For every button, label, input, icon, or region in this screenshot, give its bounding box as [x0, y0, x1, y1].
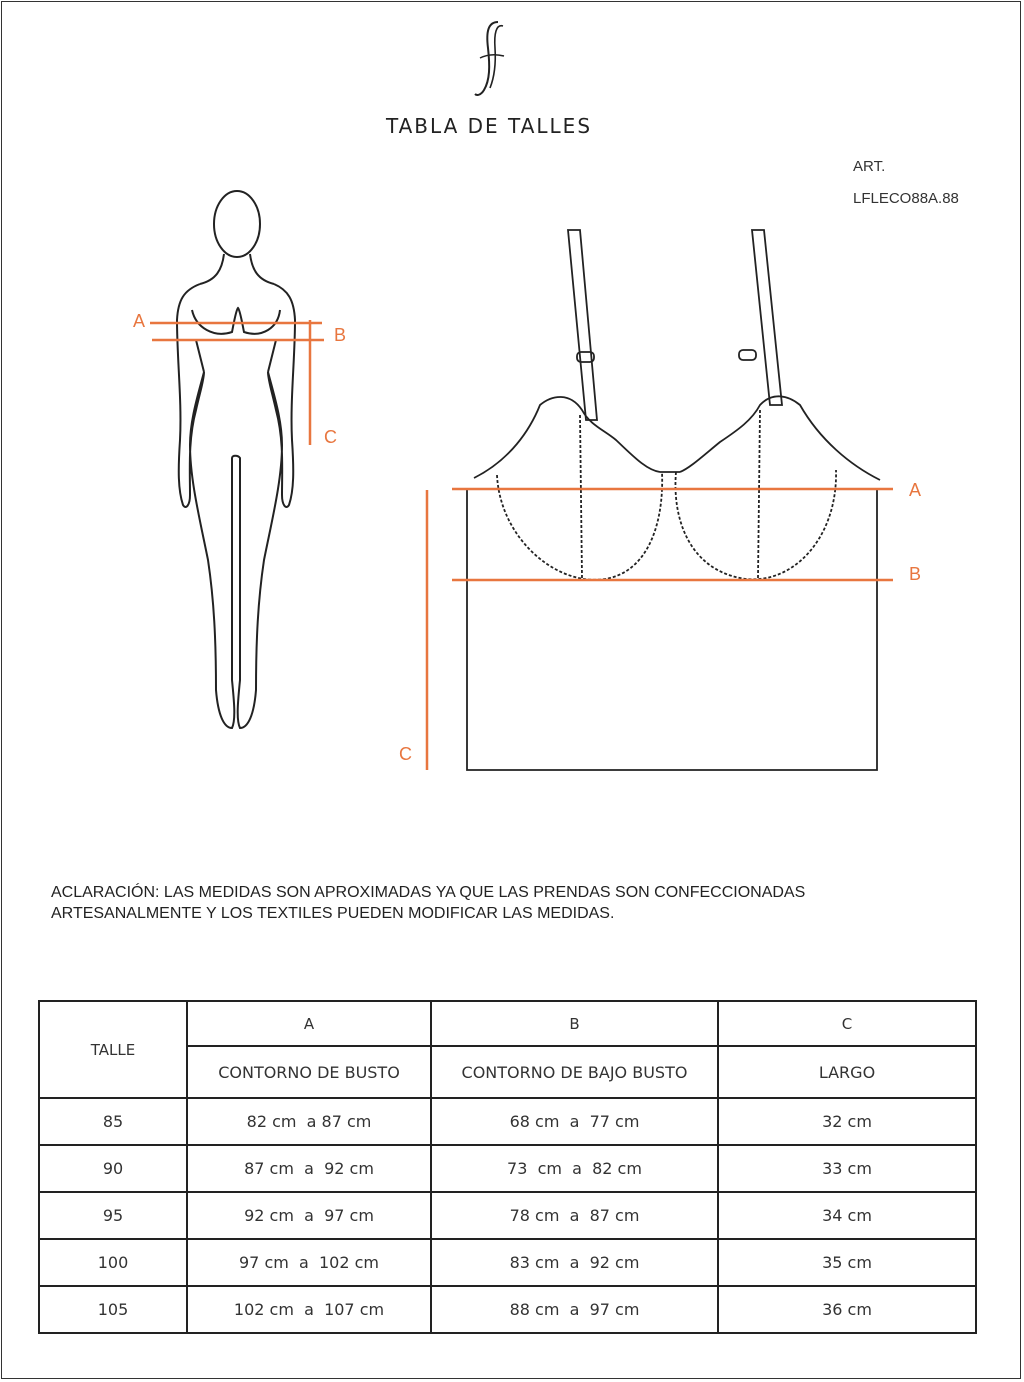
table-row [39, 1098, 976, 1145]
cell-c: 32 cm [718, 1098, 976, 1145]
garment-label-c: C [399, 744, 412, 764]
garment-drawing [467, 230, 880, 770]
garment-label-b: B [909, 564, 922, 584]
header-largo: LARGO [718, 1046, 976, 1098]
cell-c: 33 cm [718, 1145, 976, 1192]
right-underwire [675, 470, 836, 579]
article-code: LFLECO88A.88 [853, 190, 959, 207]
disclaimer-line-1: ACLARACIÓN: LAS MEDIDAS SON APROXIMADAS YA QUE LAS PRENDAS SON CONFECCIONADAS [51, 884, 806, 901]
disclaimer-note [51, 882, 951, 924]
header-contorno-bajo-busto: CONTORNO DE BAJO BUSTO [431, 1046, 718, 1098]
cell-b: 78 cm a 87 cm [431, 1192, 718, 1239]
cell-a: 82 cm a 87 cm [187, 1098, 431, 1145]
cell-talle: 85 [39, 1098, 187, 1145]
table-row [39, 1286, 976, 1333]
table-row [39, 1192, 976, 1239]
header-talle: TALLE [39, 1001, 187, 1098]
figure-left-side [177, 284, 295, 728]
body-figure [177, 191, 295, 728]
body-label-b: B [334, 325, 347, 345]
figure-bust [192, 308, 280, 334]
left-cup-seam [580, 415, 582, 578]
body-measure-lines [150, 320, 324, 445]
cell-a: 92 cm a 97 cm [187, 1192, 431, 1239]
cell-b: 83 cm a 92 cm [431, 1239, 718, 1286]
cell-a: 102 cm a 107 cm [187, 1286, 431, 1333]
figure-neck [200, 254, 274, 284]
table-row [39, 1145, 976, 1192]
cell-b: 73 cm a 82 cm [431, 1145, 718, 1192]
disclaimer-line-2: ARTESANALMENTE Y LOS TEXTILES PUEDEN MODIFICAR LAS MEDIDAS. [51, 905, 615, 922]
cell-b: 88 cm a 97 cm [431, 1286, 718, 1333]
garment-label-a: A [909, 480, 922, 500]
cell-c: 34 cm [718, 1192, 976, 1239]
right-strap-slider [739, 350, 756, 360]
cell-c: 36 cm [718, 1286, 976, 1333]
size-table [38, 1000, 977, 1334]
cell-b: 68 cm a 77 cm [431, 1098, 718, 1145]
header-letter-a: A [187, 1001, 431, 1046]
right-strap [752, 230, 782, 405]
figure-head [214, 191, 260, 257]
table-row [39, 1239, 976, 1286]
body-label-a: A [133, 311, 146, 331]
cell-c: 35 cm [718, 1239, 976, 1286]
cell-a: 97 cm a 102 cm [187, 1239, 431, 1286]
left-cup-edge [474, 397, 660, 478]
cell-talle: 95 [39, 1192, 187, 1239]
page-title: TABLA DE TALLES [385, 114, 593, 138]
garment-body [467, 490, 877, 770]
left-strap [568, 230, 597, 420]
right-cup-edge [680, 396, 880, 480]
body-label-c: C [324, 427, 337, 447]
article-label: ART. [853, 158, 886, 175]
header-contorno-busto: CONTORNO DE BUSTO [187, 1046, 431, 1098]
cell-talle: 100 [39, 1239, 187, 1286]
cell-a: 87 cm a 92 cm [187, 1145, 431, 1192]
header-letter-c: C [718, 1001, 976, 1046]
right-cup-seam [758, 410, 760, 578]
header-letter-b: B [431, 1001, 718, 1046]
garment-measure-lines [427, 489, 893, 770]
cell-talle: 105 [39, 1286, 187, 1333]
cell-talle: 90 [39, 1145, 187, 1192]
